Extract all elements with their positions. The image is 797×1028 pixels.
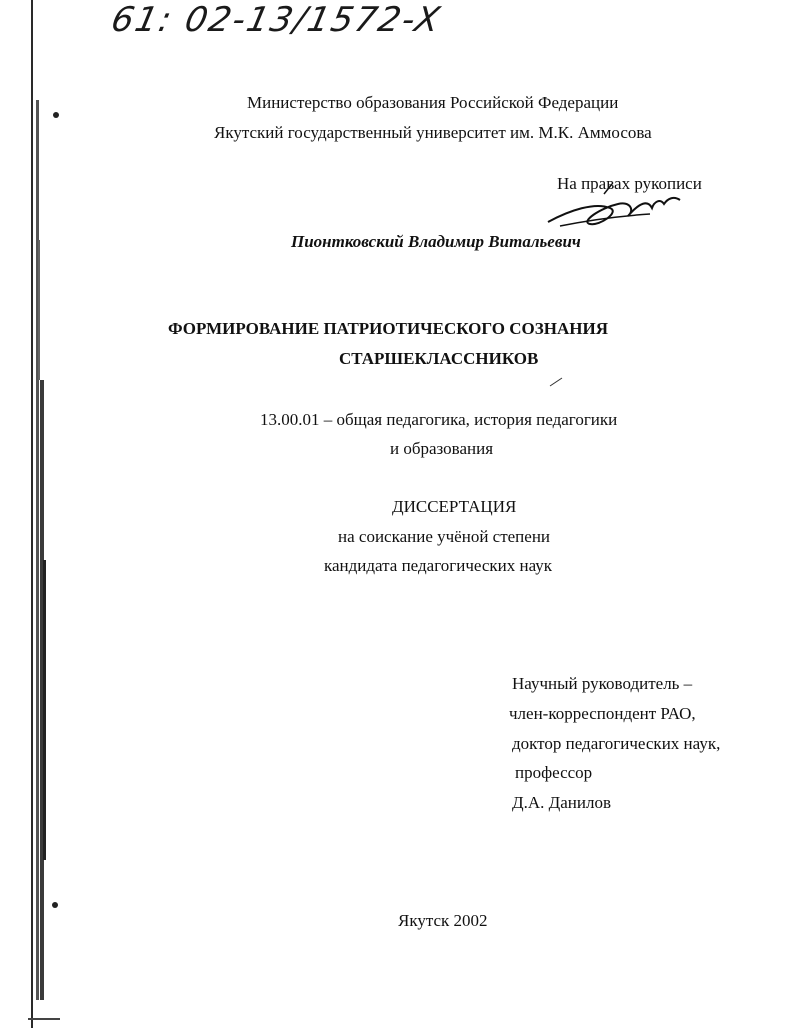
- degree-line-1: на соискание учёной степени: [338, 527, 551, 546]
- supervisor-role: Научный руководитель –: [512, 674, 693, 693]
- thesis-title-line-1: ФОРМИРОВАНИЕ ПАТРИОТИЧЕСКОГО СОЗНАНИЯ: [168, 319, 608, 338]
- scan-binding-edge: [0, 0, 60, 1028]
- supervisor-name: Д.А. Данилов: [512, 793, 611, 812]
- university-name: Якутский государственный университет им. М.К. Аммосова: [214, 123, 652, 142]
- archive-mark: 61: 02-13/1572-X: [107, 0, 445, 40]
- supervisor-title-3: профессор: [515, 763, 593, 782]
- specialty-line-1: 13.00.01 – общая педагогика, история педагогики: [260, 410, 618, 429]
- city-year: Якутск 2002: [398, 911, 488, 930]
- rights-note: На правах рукописи: [557, 174, 702, 193]
- degree-line-2: кандидата педагогических наук: [324, 556, 553, 575]
- supervisor-title-1: член-корреспондент РАО,: [509, 704, 696, 723]
- author-name: Пионтковский Владимир Витальевич: [291, 232, 581, 251]
- signature-scribble: [540, 180, 690, 240]
- supervisor-title-2: доктор педагогических наук,: [512, 734, 721, 753]
- specialty-line-2: и образования: [390, 439, 494, 458]
- scan-speck: [548, 376, 564, 388]
- ministry-name: Министерство образования Российской Федерации: [247, 93, 619, 112]
- document-type: ДИССЕРТАЦИЯ: [392, 497, 517, 516]
- thesis-title-line-2: СТАРШЕКЛАССНИКОВ: [339, 349, 539, 368]
